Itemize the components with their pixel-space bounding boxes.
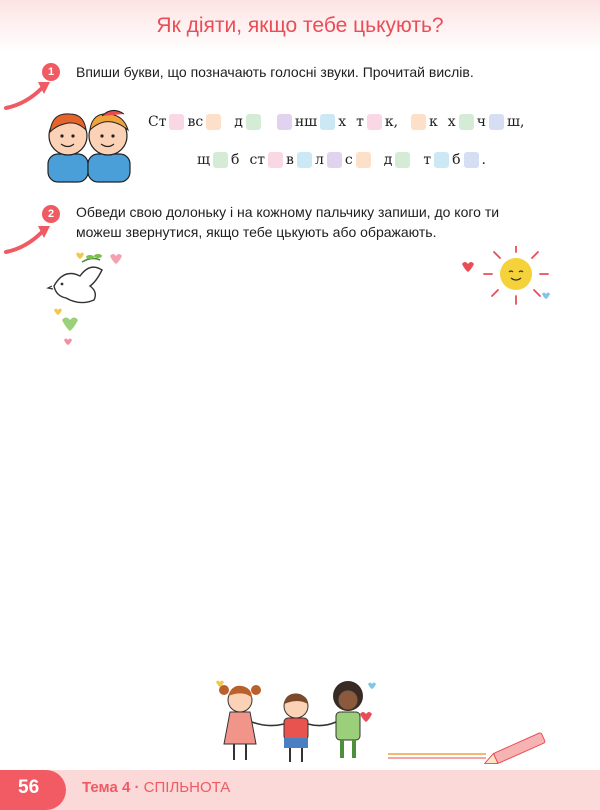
vowel-box[interactable]	[169, 114, 184, 130]
vowel-box[interactable]	[464, 152, 479, 168]
puzzle-text: вс	[187, 114, 204, 130]
puzzle-text: ч	[476, 114, 486, 130]
puzzle-text: щ	[197, 152, 211, 168]
puzzle-text: х	[338, 114, 347, 130]
puzzle-text: т	[423, 152, 432, 168]
vowel-box[interactable]	[459, 114, 474, 130]
pencil-icon	[386, 730, 556, 768]
puzzle-text: с	[344, 152, 353, 168]
three-kids-holding-hands-icon	[212, 672, 382, 766]
task1-instruction: Впиши букви, що позначають голосні звуки. Прочитай вислів.	[76, 64, 474, 80]
vowel-box[interactable]	[277, 114, 292, 130]
dove-with-branch-icon	[46, 248, 128, 352]
puzzle-text: ст	[249, 152, 266, 168]
topic-label	[82, 779, 230, 796]
vowel-box[interactable]	[489, 114, 504, 130]
vowel-box[interactable]	[367, 114, 382, 130]
page-number: 56	[18, 777, 40, 798]
vowel-box[interactable]	[411, 114, 426, 130]
vowel-box[interactable]	[395, 152, 410, 168]
vowel-box[interactable]	[320, 114, 335, 130]
task2-instruction-line-2: можеш звернутися, якщо тебе цькують або ображають.	[76, 224, 437, 240]
task1-number: 1	[42, 63, 60, 81]
smiling-sun-icon	[460, 246, 554, 310]
puzzle-text: .	[481, 152, 486, 168]
task2-instruction-line-1: Обведи свою долоньку і на кожному пальчику запиши, до кого ти	[76, 204, 500, 220]
vowel-box[interactable]	[434, 152, 449, 168]
puzzle-text: в	[286, 152, 294, 168]
puzzle-text: л	[314, 152, 324, 168]
puzzle-text: д	[234, 114, 243, 130]
topic-name: СПІЛЬНОТА	[143, 779, 231, 796]
page-title: Як діяти, якщо тебе цькують?	[156, 14, 444, 37]
vowel-box[interactable]	[268, 152, 283, 168]
puzzle-text: х	[447, 114, 456, 130]
two-boys-hugging-icon	[42, 104, 138, 184]
vowel-box[interactable]	[327, 152, 342, 168]
task2-arrow-icon	[4, 222, 52, 256]
puzzle-text: д	[383, 152, 393, 168]
vowel-box[interactable]	[356, 152, 371, 168]
puzzle-text: б	[452, 152, 461, 168]
puzzle-line-1	[148, 114, 524, 130]
puzzle-text: к	[429, 114, 438, 130]
puzzle-line-2	[197, 152, 486, 168]
vowel-box[interactable]	[297, 152, 312, 168]
puzzle-text: к,	[384, 114, 399, 130]
topic-prefix: Тема 4 ·	[82, 779, 140, 796]
task2-number: 2	[42, 205, 60, 223]
vowel-box[interactable]	[206, 114, 221, 130]
vowel-box[interactable]	[246, 114, 261, 130]
puzzle-text: т	[356, 114, 364, 130]
vowel-box[interactable]	[213, 152, 228, 168]
puzzle-text: нш	[294, 114, 318, 130]
puzzle-text: ш,	[506, 114, 525, 130]
puzzle-text: Ст	[148, 114, 167, 130]
puzzle-text: б	[231, 152, 240, 168]
